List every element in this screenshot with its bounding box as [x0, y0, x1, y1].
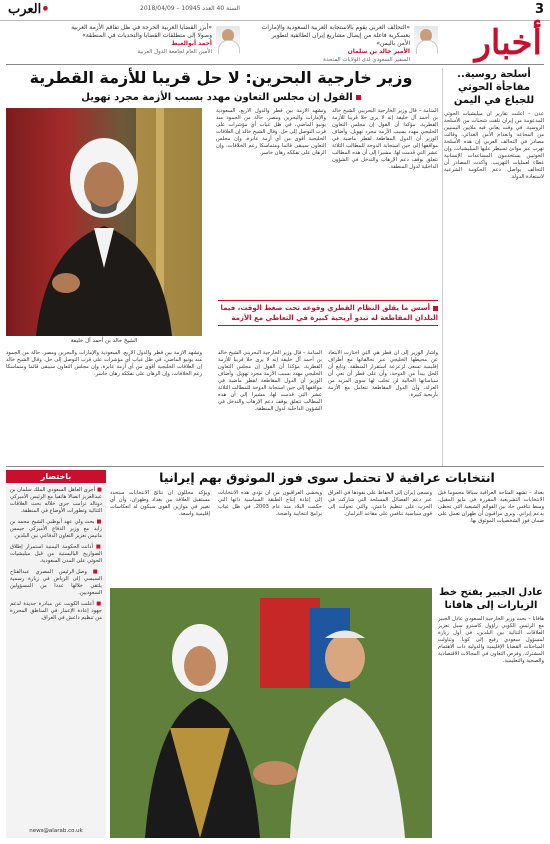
quote-title-2: الأمين العام لجامعة الدول العربية	[137, 49, 212, 55]
election-column-2	[328, 490, 432, 582]
lead-column-4-text: المنامة – قال وزير الخارجية البحريني الشيخ خالد بن أحمد آل خليفة إنه لا يرى حلا قريبا للأزمة القطرية، مؤكدا أن القول إن مجلس التعاون الخليجي مهدد بسبب الأزمة مجرد تهويل. وأضاف الوزير أن الدول المقاطعة لقطر ماضية في مواقفها إلى حين استجابة الدوحة للمطالب الثلاثة عشر التي قدمت لها، مشيرا إلى أن هذه المطالب تتعلق بوقف دعم الإرهاب والتدخل في الشؤون الداخلية لدول المنطقة.	[218, 350, 322, 412]
election-column-4-text: ويؤكد محللون أن نتائج الانتخابات ستحدد مستقبل العلاقة بين بغداد وطهران، وأن أي تغيير في موازين القوى سيكون له انعكاسات إقليمية واسعة.	[110, 490, 210, 517]
minister-portrait-icon	[6, 108, 202, 336]
lead-column-5-text: وتشهد الأزمة بين قطر والدول الأربع، السعودية والإمارات والبحرين ومصر، حالة من الجمود منذ يونيو الماضي، في ظل غياب أي مؤشرات على قرب التوصل إلى حل. وقال الشيخ خالد إن العلاقات الخليجية أقوى من أي أزمة عابرة، وإن مجلس التعاون سيبقى قائما ومتماسكا رغم الخلافات، وإن الرهان على تفككه رهان خاسر.	[6, 350, 202, 377]
quote-avatar-2	[216, 26, 240, 54]
lead-photo	[6, 108, 202, 336]
jubeir-body-text: هافانا – بحث وزير الخارجية السعودي عادل الجبير مع الرئيس الكوبي راؤول كاسترو سبل تعزيز العلاقات الثنائية بين البلدين، في أول زيارة لمسؤول سعودي رفيع إلى كوبا. وتناولت المباحثات القضايا الإقليمية والدولية ذات الاهتمام المشترك، وفرص التعاون في المجالات الاقتصادية والصحية والتعليمية.	[438, 616, 544, 664]
election-headline: انتخابات عراقية لا تحتمل سوى فوز الموثوق بهم إيرانيا	[159, 470, 495, 485]
jubeir-headline: عادل الجبير يفتح خط الزيارات إلى هافانا	[439, 587, 543, 611]
handshake-photo	[110, 588, 432, 838]
lead-pullquote-text: أسس ما يقلق النظام القطري وقوعه تحت ضغط الوقت، فيما البلدان المقاطعة له تبدو أريحية كبيرة في التعاطي مع الأزمة	[220, 304, 438, 322]
side-story-headline: أسلحة روسية.. مفاجأة الحوثي للجياع في اليمن	[453, 69, 535, 106]
page-number: 3	[534, 2, 544, 17]
pullquote-square-icon	[433, 306, 438, 311]
lead-pullquote	[218, 300, 438, 326]
election-column-1-text: بغداد – تشهد الساحة العراقية سباقا محموما قبل الانتخابات التشريعية المقررة في مايو المقبل، وسط تنافس حاد بين القوائم الشيعية التي تحظى بدعم إيراني. ويرى مراقبون أن طهران تعمل على ضمان فوز الشخصيات الموثوق بها.	[438, 490, 544, 524]
lead-column-2	[216, 108, 326, 298]
brief-item: ■ أدانت الحكومة اليمنية استمرار إطلاق الصواريخ الباليستية من قبل ميليشيات الحوثي على المدن السعودية.	[10, 544, 102, 565]
lead-subheadline	[6, 92, 436, 103]
side-story-body	[444, 111, 544, 471]
section-title: أخبار	[474, 23, 542, 63]
election-column-1	[438, 490, 544, 582]
side-story-paragraph: عدن – أعلنت تقارير أن ميليشيات الحوثي المدعومة من إيران تلقت شحنات من الأسلحة الروسية، في وقت يعاني فيه ملايين اليمنيين من المجاعة وانعدام الأمن الغذائي. وقالت مصادر في التحالف العربي إن هذه الأسلحة تهرب عبر موانئ تسيطر عليها الميليشيات، وإن الحوثيين يستخدمون المساعدات الإنسانية غطاء لعمليات التهريب. وأكدت المصادر أن التحالف يواصل دعم الحكومة الشرعية لاستعادة الدولة.	[444, 111, 544, 180]
quote-name-2: أحمد أبوالغيط	[171, 40, 212, 47]
bullet-square-icon	[356, 95, 361, 100]
brief-item: ■ أعلنت الكويت عن مبادرة جديدة لدعم جهود إعادة الإعمار في المناطق المحررة من تنظيم داعش في العراق.	[10, 601, 102, 622]
quote-text-1: «التحالف العربي يقوم بالاستجابة العربية السعودية والإمارات بعسكرية فاعلة من إيصال مشاريع إيران الطائفية لتطوير الأمن باليمن»	[261, 24, 410, 47]
lead-column-2-text: وتشهد الأزمة بين قطر والدول الأربع، السعودية والإمارات والبحرين ومصر، حالة من الجمود منذ يونيو الماضي، في ظل غياب أي مؤشرات على قرب التوصل إلى حل. وقال الشيخ خالد إن العلاقات الخليجية أقوى من أي أزمة عابرة، وإن مجلس التعاون سيبقى قائما ومتماسكا رغم الخلافات، وإن الرهان على تفككه رهان خاسر.	[216, 108, 326, 156]
brief-item: ■ وصل الرئيس المصري عبدالفتاح السيسي إلى الرياض في زيارة رسمية يلتقي خلالها عددا من المسؤولين السعوديين.	[10, 569, 102, 597]
jubeir-story	[438, 586, 544, 838]
lead-column-3-text: وأشار الوزير إلى أن قطر هي التي اختارت الابتعاد عن محيطها الخليجي عبر تحالفاتها مع أطراف إقليمية تسعى لزعزعة استقرار المنطقة. وتابع أن الحل يبدأ من الدوحة، وأن على قطر أن تعي أن سياساتها الحالية لن تجلب لها سوى المزيد من العزلة، وأن الدول المقاطعة تتعامل مع الأزمة بأريحية كبيرة.	[328, 350, 438, 398]
briefs-title: باختصار	[6, 470, 106, 483]
newspaper-logo: العرب•	[8, 2, 50, 17]
brief-item: ■ بحث ولي عهد أبوظبي الشيخ محمد بن زايد مع وزير الدفاع الأميركي جيمس ماتيس تعزيز التعاون الدفاعي بين البلدين.	[10, 519, 102, 540]
quote-block-2	[62, 24, 212, 56]
lead-subheadline-text: القول إن مجلس التعاون مهدد بسبب الأزمة مجرد تهويل	[81, 92, 353, 103]
briefs-email[interactable]: news@alarab.co.uk	[29, 828, 83, 834]
quote-avatar-1	[414, 26, 438, 54]
briefs-list	[6, 483, 106, 630]
lead-column-3	[328, 350, 438, 460]
handshake-photo-icon	[110, 588, 432, 838]
header-divider	[6, 64, 544, 65]
election-column-3	[218, 490, 322, 582]
side-column-divider	[442, 68, 443, 466]
mid-divider	[6, 466, 544, 467]
quote-name-1: الأمير خالد بن سلمان	[347, 48, 410, 55]
quote-title-1: السفير السعودي لدى الولايات المتحدة	[323, 57, 410, 63]
quote-block-1	[260, 24, 410, 64]
lead-column-1	[332, 108, 438, 298]
election-column-3-text: ويخشى العراقيون من أن تؤدي هذه الانتخابات إلى إعادة إنتاج الطبقة السياسية ذاتها التي حكمت البلاد منذ عام 2003، في ظل غياب برامج انتخابية واضحة.	[218, 490, 322, 517]
issue-line: السنة 40 العدد 10945 – 2018/04/09	[140, 5, 240, 12]
lead-photo-caption: الشيخ خالد بن أحمد آل خليفة	[70, 338, 138, 344]
lead-column-1-text: المنامة – قال وزير الخارجية البحريني الشيخ خالد بن أحمد آل خليفة إنه لا يرى حلا قريبا للأزمة القطرية، مؤكدا أن القول إن مجلس التعاون الخليجي مهدد بسبب الأزمة مجرد تهويل. وأضاف الوزير أن الدول المقاطعة لقطر ماضية في مواقفها إلى حين استجابة الدوحة للمطالب الثلاثة عشر التي قدمت لها، مشيرا إلى أن هذه المطالب تتعلق بوقف دعم الإرهاب والتدخل في الشؤون الداخلية لدول المنطقة.	[332, 108, 438, 170]
side-story	[444, 68, 544, 468]
masthead-bar	[0, 0, 550, 21]
lead-column-4	[218, 350, 322, 460]
brief-item: ■ أجرى العاهل السعودي الملك سلمان بن عبدالعزيز اتصالا هاتفيا مع الرئيس الأميركي دونالد ترامب جرى خلاله بحث العلاقات الثنائية وتطورات الأوضاع في المنطقة.	[10, 487, 102, 515]
election-column-4	[110, 490, 210, 582]
briefs-box	[6, 470, 106, 838]
lead-headline: وزير خارجية البحرين: لا حل قريبا للأزمة القطرية	[29, 68, 413, 87]
jubeir-body	[438, 616, 544, 834]
newspaper-logo-text: العرب	[8, 2, 42, 17]
election-column-2-text: وتسعى إيران إلى الحفاظ على نفوذها في العراق عبر دعم الفصائل المسلحة التي شاركت في الحرب على تنظيم داعش، والتي تحولت إلى قوى سياسية تنافس على مقاعد البرلمان.	[328, 490, 432, 517]
quote-text-2: «أبرز القضايا العربية الحرجة في ظل تفاقم الأزمة العربية وصولا إلى منطلقات القضايا والتحديات في المنطقة»	[71, 24, 212, 39]
lead-column-5	[6, 350, 202, 460]
